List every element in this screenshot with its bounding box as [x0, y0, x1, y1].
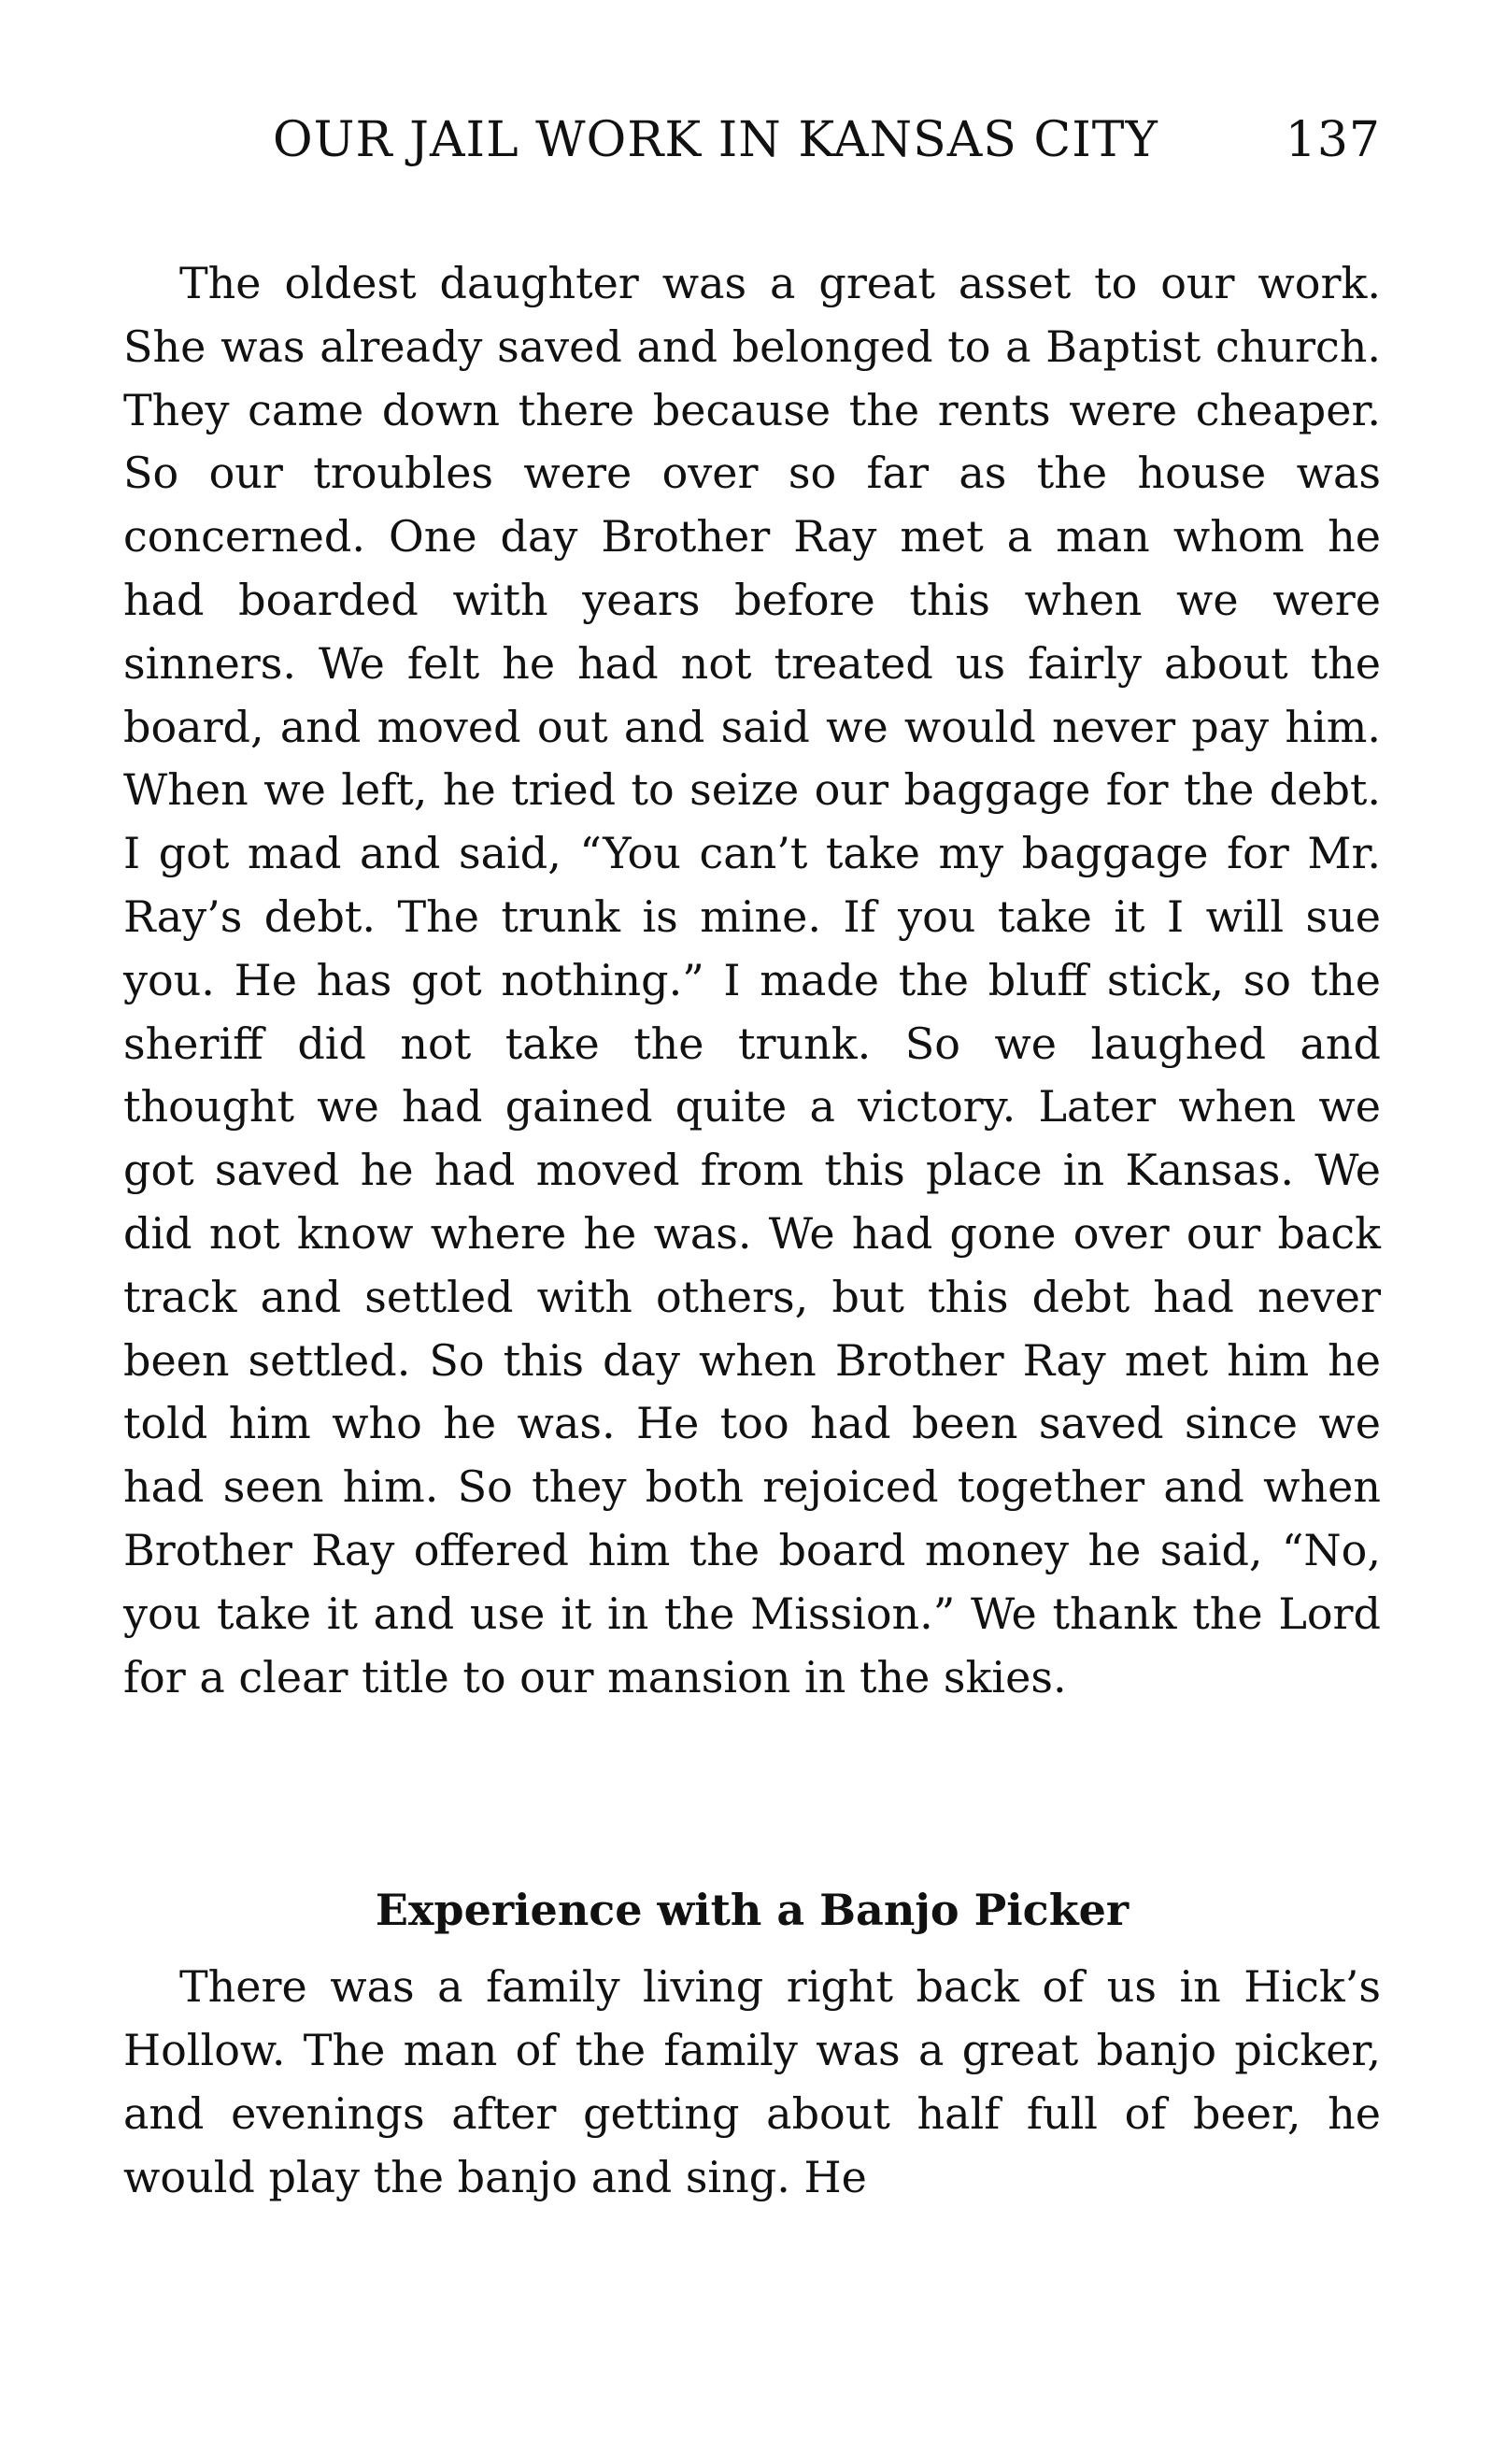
book-page — [123, 112, 1381, 2210]
running-head — [123, 112, 1381, 224]
body-paragraph: There was a family living right back of us in Hick’s Hollow. The man of the family was a great banjo picker, and evenings after getting about half full of beer, he would play the banjo and sing. He — [123, 1961, 1381, 2202]
running-title: OUR JAIL WORK IN KANSAS CITY — [273, 112, 1158, 168]
section-heading: Experience with a Banjo Picker — [375, 1885, 1130, 1936]
body-paragraph: The oldest daughter was a great asset to our work. She was already saved and belonged to a Baptist church. They came down there because the rents were cheaper. So our troubles were over so far as the house was concerned. One day Brother Ray met a man whom he had boarded with years before this when we were sinners. We felt he had not treated us fairly about the board, and moved out and said we would never pay him. When we left, he tried to seize our baggage for the debt. I got mad and said, “You can’t take my baggage for Mr. Ray’s debt. The trunk is mine. If you take it I will sue you. He has got nothing.” I made the bluff stick, so the sheriff did not take the trunk. So we laughed and thought we had gained quite a victory. Later when we got saved he had moved from this place in Kansas. We did not know where he was. We had gone over our back track and settled with others, but this debt had never been settled. So this day when Brother Ray met him he told him who he was. He too had been saved since we had seen him. So they both rejoiced together and when Brother Ray offered him the board money he said, “No, you take it and use it in the Mission.” We thank the Lord for a clear title to our mansion in the skies. — [123, 258, 1381, 1702]
page-number: 137 — [1285, 112, 1381, 168]
